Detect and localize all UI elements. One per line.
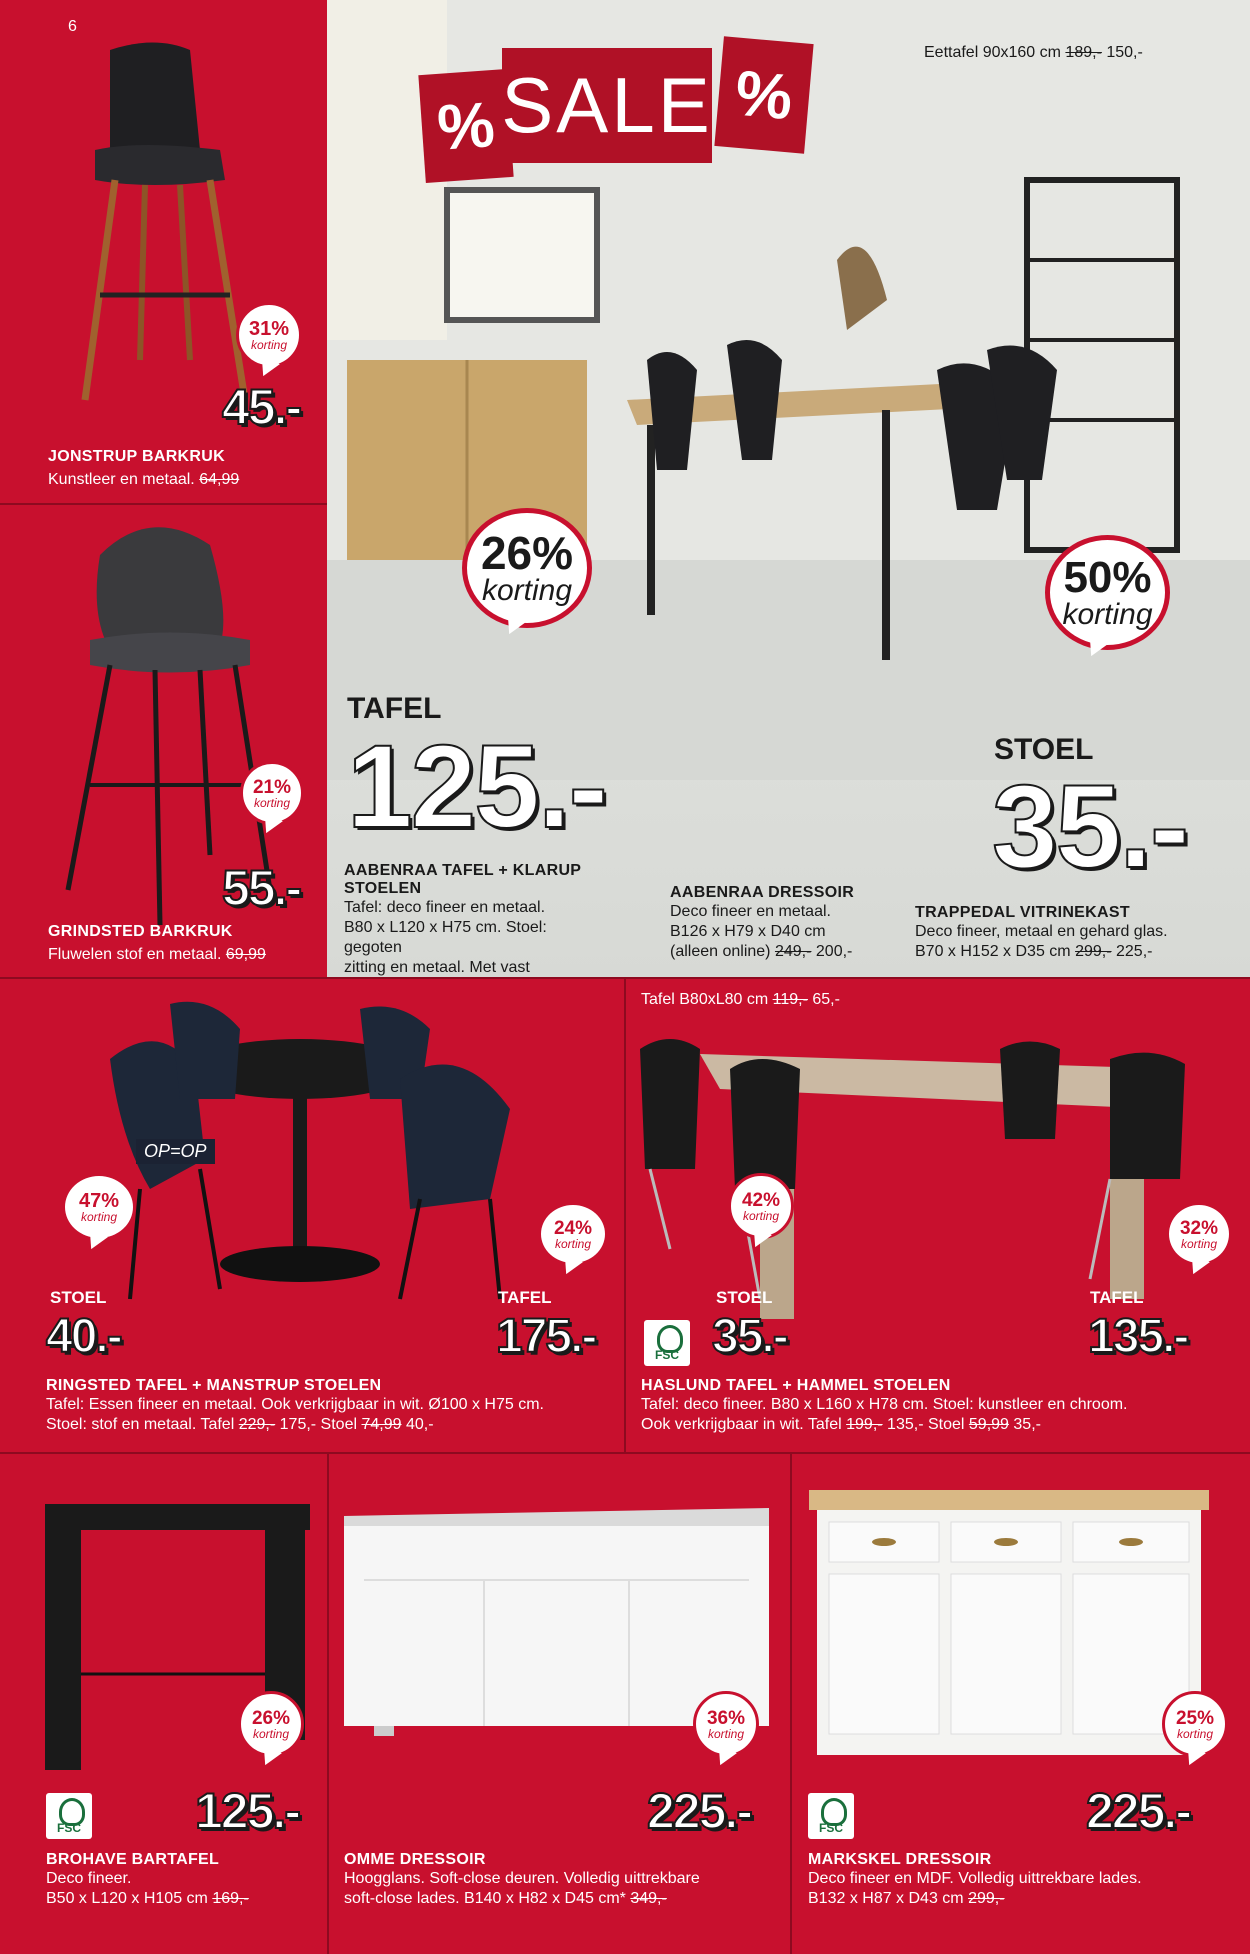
haslund-stoel-discount-word: korting — [742, 1208, 780, 1223]
grindsted-barstool-image — [60, 515, 280, 915]
grindsted-panel — [0, 505, 327, 977]
brohave-text-block — [46, 1851, 326, 1909]
haslund-top-old-price: 119,- — [772, 991, 808, 1008]
ringsted-tafel-discount-bubble — [538, 1202, 608, 1266]
haslund-tafel-discount-word: korting — [1180, 1236, 1218, 1251]
brohave-discount-pct: 26% — [251, 1707, 291, 1729]
trappedal-new-price: 225,- — [1116, 943, 1153, 960]
haslund-stoel-price: 35.- — [712, 1310, 787, 1363]
page-number: 6 — [68, 18, 77, 35]
jonstrup-title: JONSTRUP BARKRUK — [48, 448, 225, 465]
brohave-discount-word: korting — [252, 1726, 290, 1741]
sale-percent-right-sign — [714, 36, 813, 153]
grindsted-discount-pct: 21% — [252, 776, 292, 798]
haslund-set-image — [640, 1019, 1240, 1319]
haslund-line2-b: 135,- Stoel — [887, 1416, 965, 1433]
sale-percent-right: % — [732, 56, 796, 134]
markskel-discount-word: korting — [1176, 1726, 1214, 1741]
jonstrup-panel — [0, 0, 327, 503]
haslund-tafel-price: 135.- — [1088, 1310, 1188, 1363]
markskel-price: 225.- — [1086, 1783, 1190, 1839]
aabenraa-dressoir-line1: Deco fineer en metaal. — [670, 903, 831, 920]
trappedal-dimensions: B70 x H152 x D35 cm — [915, 943, 1071, 960]
jonstrup-desc: Kunstleer en metaal. — [48, 471, 195, 488]
markskel-dimensions: B132 x H87 x D43 cm — [808, 1890, 964, 1907]
grindsted-discount-word: korting — [253, 795, 291, 810]
brohave-panel — [0, 1454, 327, 1954]
ringsted-stoel-discount-bubble — [62, 1173, 136, 1241]
jonstrup-desc-line — [48, 470, 239, 490]
omme-price: 225.- — [647, 1783, 751, 1839]
haslund-tafel-discount-bubble — [1166, 1202, 1232, 1266]
hero-tafel-discount-word: korting — [481, 574, 573, 607]
ringsted-tafel-price: 175.- — [496, 1310, 596, 1363]
omme-panel — [329, 1454, 790, 1954]
aabenraa-set-title: AABENRAA TAFEL + KLARUP STOELEN — [344, 862, 581, 897]
haslund-stoel-discount-bubble — [728, 1173, 794, 1239]
hero-tafel-discount-bubble — [462, 508, 592, 628]
jonstrup-discount-pct: 31% — [248, 318, 290, 340]
haslund-fsc-logo — [644, 1320, 690, 1366]
ringsted-stoel-price: 40.- — [46, 1310, 121, 1363]
eettafel-note: Eettafel 90x160 cm — [924, 44, 1061, 61]
haslund-tafel-discount-pct: 32% — [1179, 1217, 1219, 1239]
hero-stoel-price: 35.- — [992, 761, 1188, 893]
hero-stoel-label: STOEL — [994, 733, 1094, 766]
jonstrup-discount-bubble — [236, 302, 302, 368]
ringsted-line2-c: 40,- — [405, 1416, 434, 1433]
eettafel-note-line — [924, 44, 1143, 62]
haslund-line1: Tafel: deco fineer. B80 x L160 x H78 cm. Stoel: kunstleer en chroom. — [641, 1396, 1128, 1413]
brohave-fsc-logo — [46, 1793, 92, 1839]
sale-percent-left: % — [435, 88, 497, 164]
aabenraa-dressoir-line2: B126 x H79 x D40 cm — [670, 923, 826, 940]
ringsted-old-tafel: 229,- — [238, 1416, 276, 1433]
markskel-line1: Deco fineer en MDF. Volledig uittrekbare lades. — [808, 1870, 1142, 1887]
brohave-title: BROHAVE BARTAFEL — [46, 1851, 220, 1868]
haslund-line2-c: 35,- — [1013, 1416, 1041, 1433]
brohave-dimensions: B50 x L120 x H105 cm — [46, 1890, 208, 1907]
grindsted-desc: Fluwelen stof en metaal. — [48, 946, 222, 963]
haslund-line2-a: Ook verkrijgbaar in wit. Tafel — [641, 1416, 842, 1433]
haslund-old-tafel: 199,- — [846, 1416, 883, 1433]
haslund-stoel-label: STOEL — [716, 1288, 773, 1307]
aabenraa-set-line3: zitting en metaal. Met vast — [344, 959, 530, 976]
ringsted-line1: Tafel: Essen fineer en metaal. Ook verkrijgbaar in wit. Ø100 x H75 cm. — [46, 1396, 544, 1413]
eettafel-old-price: 189,- — [1065, 44, 1102, 61]
hero-tafel-price: 125.- — [347, 721, 606, 853]
ringsted-title: RINGSTED TAFEL + MANSTRUP STOELEN — [46, 1377, 382, 1394]
ringsted-set-image — [100, 999, 540, 1339]
hero-tafel-label: TAFEL — [347, 692, 442, 725]
haslund-old-stoel: 59,99 — [968, 1416, 1009, 1433]
brohave-fsc-text: FSC — [57, 1821, 81, 1835]
sale-percent-left-sign — [418, 69, 513, 183]
trappedal-line1: Deco fineer, metaal en gehard glas. — [915, 923, 1168, 940]
brohave-price: 125.- — [195, 1783, 299, 1839]
ringsted-tafel-discount-pct: 24% — [553, 1217, 593, 1239]
markskel-title: MARKSKEL DRESSOIR — [808, 1851, 992, 1868]
ringsted-tafel-label: TAFEL — [498, 1288, 552, 1307]
aabenraa-dressoir-line3 — [670, 942, 900, 962]
haslund-fsc-text: FSC — [655, 1348, 679, 1362]
hero-stoel-discount-bubble — [1045, 535, 1170, 650]
ringsted-stoel-discount-word: korting — [80, 1210, 118, 1224]
omme-line1: Hoogglans. Soft-close deuren. Volledig uittrekbare — [344, 1870, 700, 1887]
brohave-discount-bubble — [238, 1691, 304, 1757]
ringsted-panel — [0, 979, 624, 1452]
ringsted-text-block — [46, 1377, 616, 1435]
omme-discount-pct: 36% — [706, 1707, 746, 1729]
markskel-old-price: 299,- — [968, 1890, 1005, 1907]
haslund-text-block — [641, 1377, 1241, 1435]
brohave-line2 — [46, 1889, 326, 1909]
jonstrup-discount-word: korting — [250, 338, 288, 352]
op-op-text: OP=OP — [144, 1141, 207, 1161]
grindsted-desc-line — [48, 945, 266, 965]
hero-stoel-discount-word: korting — [1062, 597, 1153, 631]
trappedal-block — [915, 904, 1245, 962]
aabenraa-set-line1: Tafel: deco fineer en metaal. — [344, 899, 546, 916]
haslund-top-note: Tafel B80xL80 cm — [641, 991, 769, 1008]
omme-line2 — [344, 1889, 784, 1909]
markskel-line2 — [808, 1889, 1248, 1909]
aabenraa-dressoir-old-price: 249,- — [774, 943, 812, 960]
ringsted-old-stoel: 74,99 — [361, 1416, 402, 1433]
haslund-title: HASLUND TAFEL + HAMMEL STOELEN — [641, 1377, 951, 1394]
ringsted-line2-b: 175,- Stoel — [279, 1416, 358, 1433]
markskel-panel — [792, 1454, 1250, 1954]
omme-text-block — [344, 1851, 784, 1909]
trappedal-old-price: 299,- — [1075, 943, 1112, 960]
trappedal-line2 — [915, 942, 1245, 962]
haslund-top-new-price: 65,- — [812, 991, 840, 1008]
omme-discount-word: korting — [707, 1726, 745, 1741]
haslund-stoel-discount-pct: 42% — [741, 1189, 781, 1211]
hero-photo-panel — [327, 0, 1250, 977]
brohave-old-price: 169,- — [212, 1890, 249, 1907]
ringsted-stoel-discount-pct: 47% — [78, 1190, 120, 1212]
haslund-panel — [626, 979, 1250, 1452]
hero-stoel-discount-pct: 50% — [1063, 552, 1152, 602]
grindsted-price: 55.- — [222, 860, 301, 916]
omme-discount-bubble — [693, 1691, 759, 1757]
trappedal-title: TRAPPEDAL VITRINEKAST — [915, 904, 1130, 921]
markskel-fsc-logo — [808, 1793, 854, 1839]
haslund-top-note-line — [641, 991, 840, 1009]
aabenraa-set-line2: B80 x L120 x H75 cm. Stoel: gegoten — [344, 919, 547, 956]
ringsted-stoel-label: STOEL — [50, 1288, 107, 1307]
brohave-line1: Deco fineer. — [46, 1870, 132, 1887]
haslund-line2 — [641, 1415, 1241, 1435]
grindsted-discount-bubble — [240, 761, 304, 825]
omme-title: OMME DRESSOIR — [344, 1851, 486, 1868]
omme-old-price: 349,- — [630, 1890, 667, 1907]
haslund-tafel-label: TAFEL — [1090, 1288, 1144, 1307]
ringsted-tafel-discount-word: korting — [554, 1236, 592, 1251]
sale-word-sign — [502, 48, 712, 163]
aabenraa-dressoir-online: (alleen online) — [670, 943, 771, 960]
markskel-discount-bubble — [1162, 1691, 1228, 1757]
sale-word: SALE — [501, 61, 713, 149]
grindsted-title: GRINDSTED BARKRUK — [48, 923, 233, 940]
markskel-fsc-text: FSC — [819, 1821, 843, 1835]
omme-line2-a: soft-close lades. B140 x H82 x D45 cm* — [344, 1890, 626, 1907]
grindsted-old-price: 69,99 — [225, 946, 266, 963]
eettafel-new-price: 150,- — [1106, 44, 1143, 61]
aabenraa-dressoir-new-price: 200,- — [815, 943, 853, 960]
aabenraa-dressoir-title: AABENRAA DRESSOIR — [670, 884, 855, 901]
ringsted-line2-a: Stoel: stof en metaal. Tafel — [46, 1416, 235, 1433]
op-op-badge — [136, 1139, 215, 1164]
jonstrup-price: 45.- — [222, 379, 301, 435]
hero-tafel-discount-pct: 26% — [480, 527, 574, 579]
aabenraa-dressoir-block — [670, 884, 900, 962]
markskel-text-block — [808, 1851, 1248, 1909]
ringsted-line2 — [46, 1415, 616, 1435]
markskel-dressoir-image — [809, 1490, 1209, 1760]
markskel-discount-pct: 25% — [1175, 1707, 1215, 1729]
jonstrup-old-price: 64,99 — [199, 471, 240, 488]
